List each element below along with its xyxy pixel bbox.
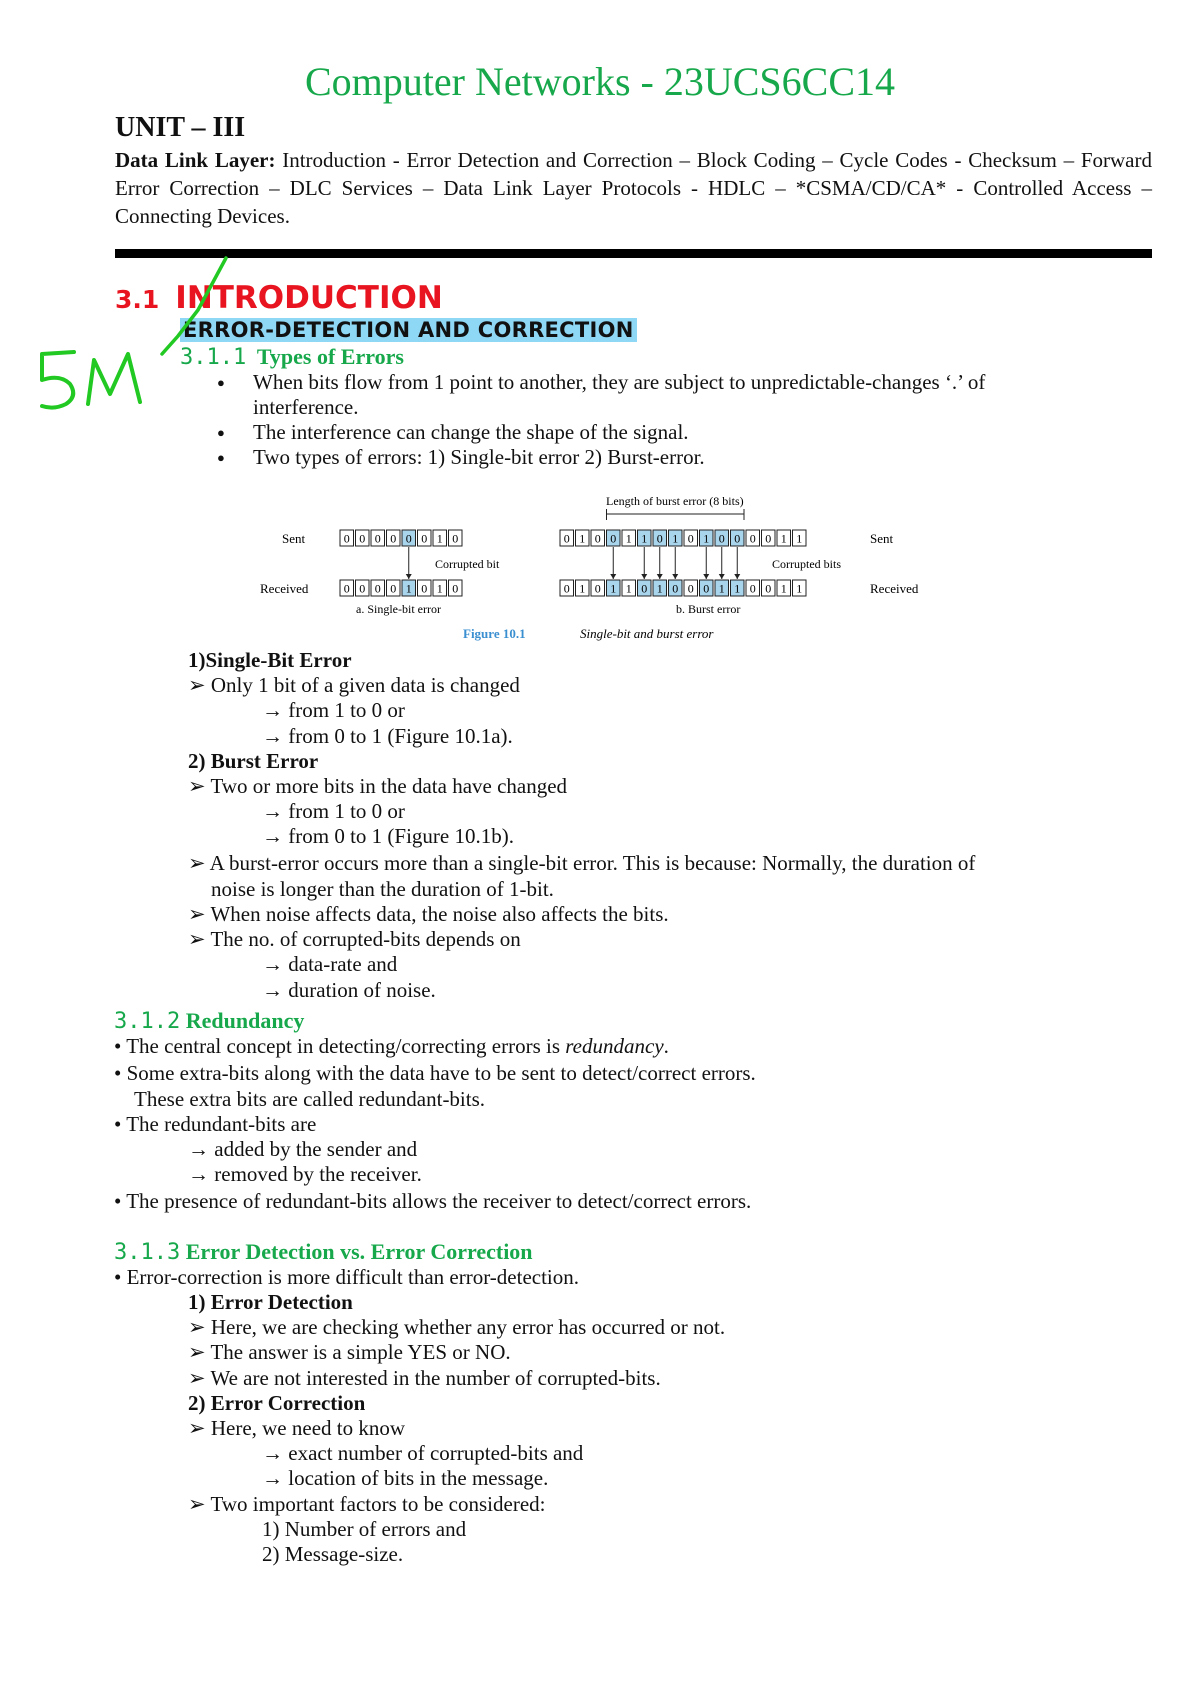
unit-heading: UNIT – III bbox=[115, 112, 246, 143]
bullet-continuation: interference. bbox=[253, 395, 359, 419]
text-line: ➢ When noise affects data, the noise also affects the bits. bbox=[188, 902, 669, 926]
burst-sent-bit: 1 bbox=[641, 531, 648, 546]
figure-number: Figure 10.1 bbox=[463, 626, 526, 641]
text-line: 1) Number of errors and bbox=[262, 1517, 467, 1541]
single-sent-bit: 0 bbox=[343, 531, 350, 546]
single-sent-bit: 0 bbox=[452, 531, 459, 546]
text-line: → from 0 to 1 (Figure 10.1a). bbox=[262, 724, 513, 748]
handwritten-5 bbox=[42, 352, 74, 408]
single-received-bit: 0 bbox=[390, 581, 397, 596]
text-line: noise is longer than the duration of 1-bit. bbox=[211, 877, 554, 901]
corrupted-bits-arrow-head bbox=[641, 574, 647, 579]
corrupted-bits-arrow-head bbox=[734, 574, 740, 579]
text-line bbox=[114, 1034, 669, 1059]
text-line: → from 0 to 1 (Figure 10.1b). bbox=[262, 824, 514, 848]
burst-received-bit: 1 bbox=[796, 581, 803, 596]
text-line: ➢ Two or more bits in the data have changed bbox=[188, 774, 568, 798]
burst-received-bit: 1 bbox=[718, 581, 725, 596]
burst-error-heading: 2) Burst Error bbox=[188, 749, 319, 773]
text-line: ➢ The answer is a simple YES or NO. bbox=[188, 1340, 511, 1364]
section-title: Error Detection vs. Error Correction bbox=[185, 1239, 533, 1264]
text-line: • The presence of redundant-bits allows the receiver to detect/correct errors. bbox=[114, 1189, 752, 1213]
text-line: ➢ The no. of corrupted-bits depends on bbox=[188, 927, 521, 951]
text-line: → removed by the receiver. bbox=[188, 1162, 422, 1186]
section-heading-redundancy bbox=[114, 1008, 304, 1034]
section-heading-detection-vs-correction bbox=[114, 1239, 533, 1265]
burst-received-bit: 1 bbox=[656, 581, 663, 596]
text-line: ➢ Only 1 bit of a given data is changed bbox=[188, 673, 520, 697]
burst-received-bit: 1 bbox=[780, 581, 787, 596]
single-sent-bit: 0 bbox=[390, 531, 397, 546]
section-number: 3.1 bbox=[115, 285, 160, 314]
sent-label-single: Sent bbox=[282, 531, 306, 546]
single-received-bit: 0 bbox=[452, 581, 459, 596]
text-line: • Error-correction is more difficult than error-detection. bbox=[114, 1265, 580, 1289]
single-received-bit: 0 bbox=[359, 581, 366, 596]
section-number: 3.1.1 bbox=[180, 345, 247, 370]
single-received-bit: 1 bbox=[436, 581, 443, 596]
text-line: ➢ A burst-error occurs more than a single-bit error. This is because: Normally, the duration of bbox=[188, 851, 976, 875]
burst-sent-bit: 0 bbox=[563, 531, 570, 546]
bullet-item: ● Two types of errors: 1) Single-bit error 2) Burst-error. bbox=[253, 445, 705, 470]
text-line: → from 1 to 0 or bbox=[262, 698, 405, 722]
single-sent-bit: 0 bbox=[421, 531, 428, 546]
handwritten-m bbox=[88, 354, 140, 404]
text-line: • The redundant-bits are bbox=[114, 1112, 317, 1136]
burst-received-bit: 1 bbox=[579, 581, 586, 596]
emphasis-text: redundancy bbox=[565, 1034, 664, 1058]
burst-sent-bit: 0 bbox=[734, 531, 741, 546]
corrupted-bits-arrow-head bbox=[719, 574, 725, 579]
burst-received-bit: 0 bbox=[594, 581, 601, 596]
burst-sent-bit: 0 bbox=[594, 531, 601, 546]
single-received-bit: 0 bbox=[374, 581, 381, 596]
section-title: Types of Errors bbox=[256, 344, 404, 369]
text-line: These extra bits are called redundant-bits. bbox=[134, 1087, 486, 1111]
error-types-figure bbox=[260, 494, 950, 646]
burst-received-bit: 0 bbox=[703, 581, 710, 596]
section-heading-types-of-errors bbox=[180, 344, 404, 370]
single-received-bit: 0 bbox=[343, 581, 350, 596]
single-sent-bit: 0 bbox=[359, 531, 366, 546]
corrupted-bits-arrow-head bbox=[703, 574, 709, 579]
error-detection-heading: 1) Error Detection bbox=[188, 1290, 353, 1314]
burst-sent-bit: 1 bbox=[672, 531, 679, 546]
text-line: ➢ We are not interested in the number of corrupted-bits. bbox=[188, 1366, 661, 1390]
bullet-item: ● The interference can change the shape of the signal. bbox=[253, 420, 689, 445]
section-title: Redundancy bbox=[185, 1008, 305, 1033]
text-line: → from 1 to 0 or bbox=[262, 799, 405, 823]
burst-received-bit: 0 bbox=[749, 581, 756, 596]
text-line: → exact number of corrupted-bits and bbox=[262, 1441, 584, 1465]
burst-received-bit: 1 bbox=[610, 581, 617, 596]
text-line: 2) Message-size. bbox=[262, 1542, 404, 1566]
corrupted-bits-arrow-head bbox=[657, 574, 663, 579]
burst-received-bit: 0 bbox=[765, 581, 772, 596]
received-label-burst: Received bbox=[870, 581, 919, 596]
document-title: Computer Networks - 23UCS6CC14 bbox=[305, 59, 895, 104]
text-line: → added by the sender and bbox=[188, 1137, 418, 1161]
highlighted-subtitle: ERROR-DETECTION AND CORRECTION bbox=[180, 318, 637, 342]
section-title: INTRODUCTION bbox=[175, 280, 443, 316]
text-line: • Some extra-bits along with the data have to be sent to detect/correct errors. bbox=[114, 1061, 756, 1085]
burst-sent-bit: 1 bbox=[796, 531, 803, 546]
text-line: ➢ Here, we need to know bbox=[188, 1416, 406, 1440]
sent-label-burst: Sent bbox=[870, 531, 894, 546]
corrupted-bits-label: Corrupted bits bbox=[772, 557, 841, 571]
burst-sent-bit: 1 bbox=[579, 531, 586, 546]
single-sent-bit: 0 bbox=[374, 531, 381, 546]
single-received-bit: 1 bbox=[405, 581, 412, 596]
error-correction-heading: 2) Error Correction bbox=[188, 1391, 366, 1415]
burst-received-bit: 0 bbox=[641, 581, 648, 596]
burst-received-bit: 0 bbox=[672, 581, 679, 596]
burst-sent-bit: 0 bbox=[765, 531, 772, 546]
text-line: → location of bits in the message. bbox=[262, 1466, 549, 1490]
text-line: ➢ Here, we are checking whether any error has occurred or not. bbox=[188, 1315, 726, 1339]
single-caption: a. Single-bit error bbox=[356, 602, 441, 616]
handwritten-tick-mark bbox=[162, 258, 226, 354]
header-divider bbox=[115, 249, 1152, 258]
corrupted-bit-label: Corrupted bit bbox=[435, 557, 500, 571]
bit-boxes bbox=[340, 509, 806, 596]
corrupted-bits-arrow-head bbox=[610, 574, 616, 579]
syllabus-text: Introduction - Error Detection and Correction – Block Coding – Cycle Codes - Checksum – Forward Error Correction – DLC Services – Data Link Layer Protocols - HDLC – *CSMA/CD/CA* - Controlled Access –Connecting Devices. bbox=[115, 148, 1152, 228]
burst-length-label: Length of burst error (8 bits) bbox=[606, 494, 744, 508]
section-number: 3.1.3 bbox=[114, 1240, 181, 1265]
burst-sent-bit: 0 bbox=[718, 531, 725, 546]
text-line: → data-rate and bbox=[262, 952, 398, 976]
syllabus-paragraph bbox=[115, 146, 1152, 230]
burst-sent-bit: 1 bbox=[703, 531, 710, 546]
burst-sent-bit: 1 bbox=[780, 531, 787, 546]
burst-sent-bit: 0 bbox=[749, 531, 756, 546]
burst-sent-bit: 0 bbox=[656, 531, 663, 546]
burst-received-bit: 1 bbox=[625, 581, 632, 596]
burst-sent-bit: 0 bbox=[687, 531, 694, 546]
text-segment: • The central concept in detecting/correcting errors is bbox=[114, 1034, 566, 1058]
corrupted-bits-arrow-head bbox=[672, 574, 678, 579]
burst-received-bit: 1 bbox=[734, 581, 741, 596]
burst-received-bit: 0 bbox=[687, 581, 694, 596]
corrupted-bit-arrow-head bbox=[406, 574, 412, 579]
received-label-single: Received bbox=[260, 581, 309, 596]
single-sent-bit: 0 bbox=[405, 531, 412, 546]
single-bit-heading: 1)Single-Bit Error bbox=[188, 648, 352, 672]
burst-caption: b. Burst error bbox=[676, 602, 741, 616]
burst-sent-bit: 0 bbox=[610, 531, 617, 546]
bullet-item: ● When bits flow from 1 point to another, they are subject to unpredictable-changes ‘.’ of bbox=[253, 370, 985, 395]
text-segment: . bbox=[663, 1034, 669, 1058]
section-number: 3.1.2 bbox=[114, 1009, 181, 1034]
burst-received-bit: 0 bbox=[563, 581, 570, 596]
single-sent-bit: 1 bbox=[436, 531, 443, 546]
text-line: ➢ Two important factors to be considered: bbox=[188, 1492, 546, 1516]
text-line: → duration of noise. bbox=[262, 978, 436, 1002]
figure-title: Single-bit and burst error bbox=[580, 626, 714, 641]
burst-sent-bit: 1 bbox=[625, 531, 632, 546]
single-received-bit: 0 bbox=[421, 581, 428, 596]
syllabus-label: Data Link Layer: bbox=[115, 148, 276, 172]
